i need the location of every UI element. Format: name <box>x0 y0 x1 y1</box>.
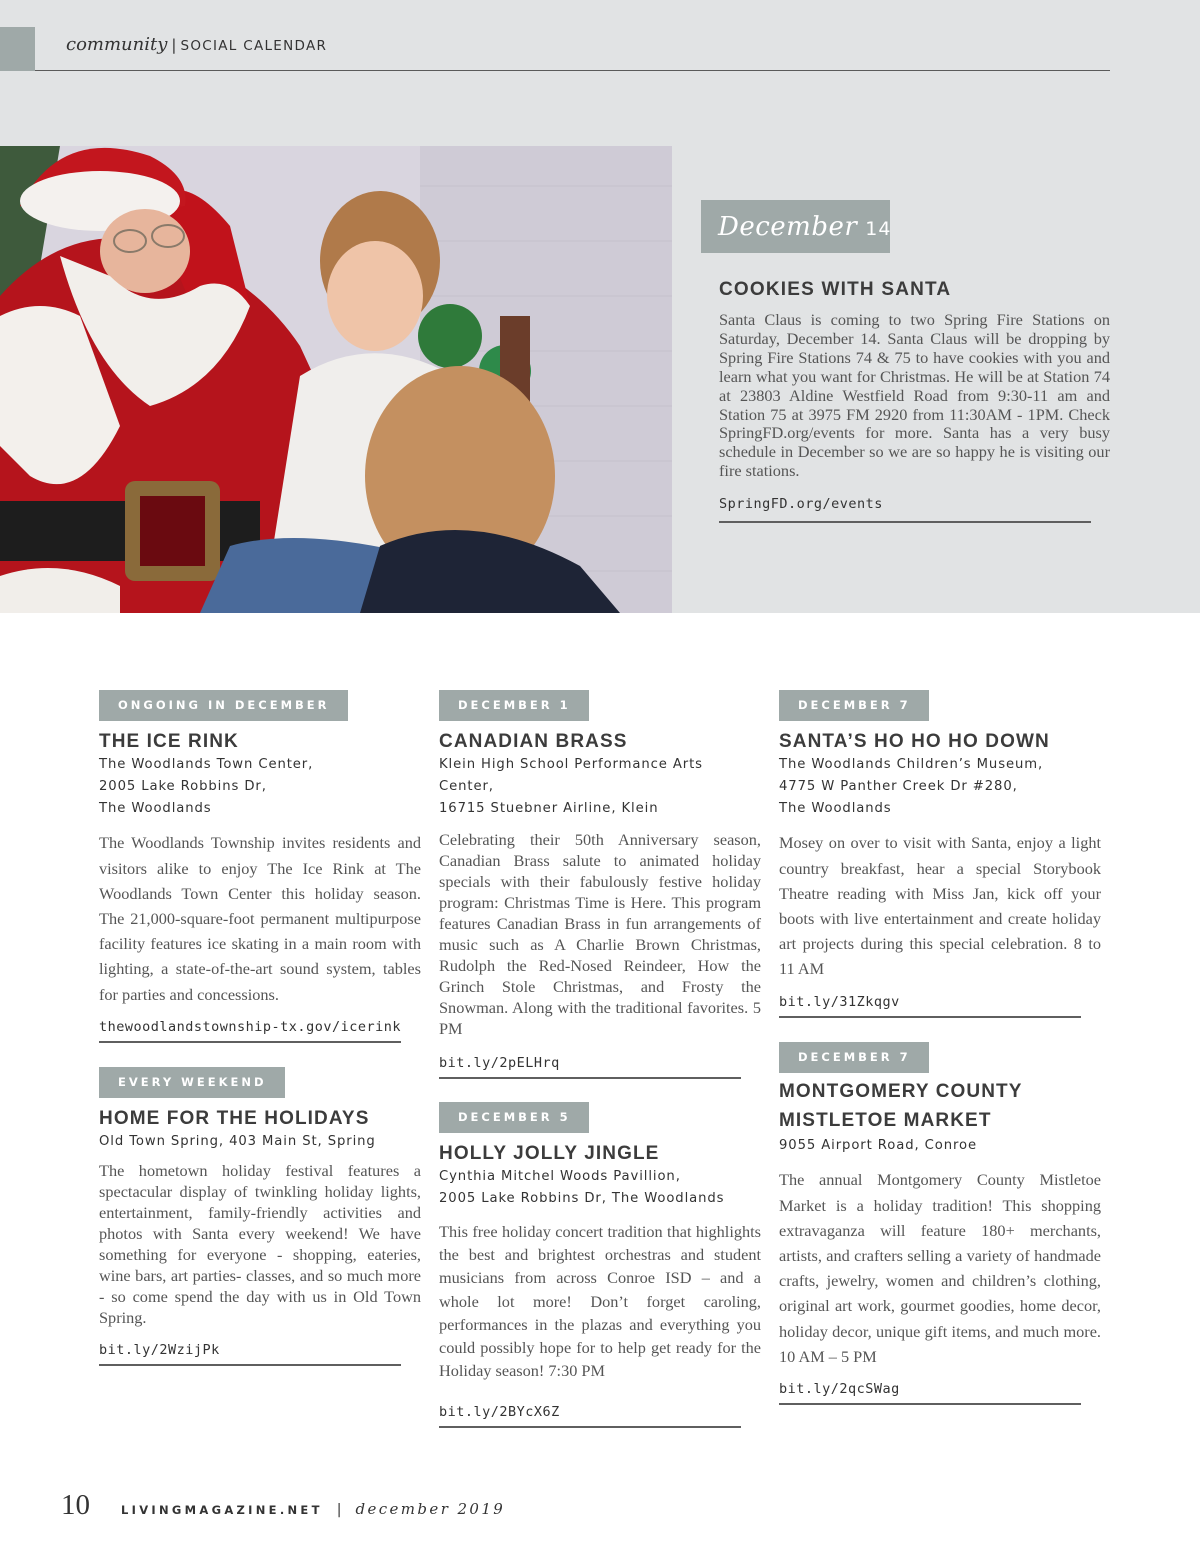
event-title: THE ICE RINK <box>99 731 239 752</box>
column-1 <box>99 690 421 1366</box>
event-location-line: The Woodlands Town Center, <box>99 757 314 772</box>
featured-date-day: 14 <box>865 217 892 240</box>
event-rule <box>99 1041 401 1043</box>
event-description: Celebrating their 50th Anniversary season, Canadian Brass salute to animated holiday specials with their fabulously festive holiday program: Christmas Time is Here. This program features Canadian Brass in fun arrangements of music such as A Charlie Brown Christmas, Rudolph the Red-Nosed Reindeer, How the Grinch Stole Christmas, and Frosty the Snowman. Along with the traditional favorites. 5 PM <box>439 830 761 1039</box>
footer-site: LIVINGMAGAZINE.NET <box>121 1503 323 1517</box>
event-description: The Woodlands Township invites residents and visitors alike to enjoy The Ice Rink at The Woodlands Town Center this holiday season. The 21,000-square-foot permanent multipurpose facility features ice skating in a main room with lighting, a state-of-the-art sound system, tables for parties and concessions. <box>99 833 421 1004</box>
footer-issue: december 2019 <box>355 1500 506 1518</box>
event-date-tag: EVERY WEEKEND <box>99 1067 285 1098</box>
event-mistletoe-market <box>779 1042 1101 1405</box>
section-italic: community <box>66 34 168 55</box>
event-location-line: 4775 W Panther Creek Dr #280, <box>779 778 1018 794</box>
event-link[interactable]: bit.ly/2WzijPk <box>99 1341 220 1358</box>
event-date-tag: ONGOING IN DECEMBER <box>99 690 348 721</box>
event-santas-ho-ho-ho-down <box>779 690 1101 1018</box>
event-location-line: Klein High School Performance Arts Center, <box>439 757 703 794</box>
event-location-line: The Woodlands <box>779 800 892 816</box>
column-3 <box>779 690 1101 1405</box>
event-description: The hometown holiday festival features a spectacular display of twinkling holiday lights, entertainment, family-friendly activities and photos with Santa every weekend! We have something for everyone - shopping, eateries, wine bars, art parties- classes, and so much more - so come spend the day with us in Old Town Spring. <box>99 1160 421 1327</box>
featured-description: Santa Claus is coming to two Spring Fire Stations on Saturday, December 14. Santa Claus will be dropping by Spring Fire Stations 74 & 75 to have cookies with you and learn what you want for Christmas. He will be at Station 74 at 23803 Aldine Westfield Road from 9:30-11 am and Station 75 at 3975 FM 2920 from 11:30AM - 1PM. Check SpringFD.org/events for more. Santa has a very busy schedule in December so we are so happy he is visiting our fire stations. <box>719 310 1110 481</box>
event-title-line: MONTGOMERY COUNTY <box>779 1080 1023 1102</box>
event-description: Mosey on over to visit with Santa, enjoy a light country breakfast, hear a special Storybook Theatre reading with Miss Jan, kick off your boots with live entertainment and create holiday art projects during this special celebration. 8 to 11 AM <box>779 833 1101 979</box>
event-canadian-brass <box>439 690 761 1079</box>
featured-link[interactable]: SpringFD.org/events <box>719 496 883 512</box>
featured-date-badge <box>701 200 890 253</box>
event-date-tag: DECEMBER 7 <box>779 1042 929 1073</box>
event-rule <box>439 1426 741 1428</box>
event-link[interactable]: bit.ly/2qcSWag <box>779 1381 900 1398</box>
event-date-tag: DECEMBER 5 <box>439 1102 589 1133</box>
event-title: HOME FOR THE HOLIDAYS <box>99 1107 370 1129</box>
event-link[interactable]: bit.ly/2BYcX6Z <box>439 1404 560 1421</box>
event-link[interactable]: thewoodlandstownship-tx.gov/icerink <box>99 1018 401 1035</box>
event-rule <box>439 1077 741 1079</box>
featured-rule <box>719 521 1091 523</box>
event-rule <box>779 1403 1081 1405</box>
header-separator: | <box>171 36 177 54</box>
event-location-line: The Woodlands Children’s Museum, <box>779 757 1044 772</box>
event-title: CANADIAN BRASS <box>439 731 628 752</box>
event-location-line: 2005 Lake Robbins Dr, <box>99 778 267 794</box>
event-holly-jolly-jingle <box>439 1102 761 1428</box>
event-location-line: Cynthia Mitchel Woods Pavillion, <box>439 1169 681 1185</box>
event-date-tag: DECEMBER 1 <box>439 690 589 721</box>
event-description: The annual Montgomery County Mistletoe Market is a holiday tradition! This shopping extravaganza will feature 180+ merchants, artists, and crafters selling a variety of handmade crafts, jewelry, women and children’s clothing, original art work, gourmet goodies, home decor, holiday decor, unique gift items, and much more. 10 AM – 5 PM <box>779 1170 1101 1366</box>
featured-title: COOKIES WITH SANTA <box>719 279 952 300</box>
event-location-line: The Woodlands <box>99 800 212 816</box>
event-rule <box>779 1016 1081 1018</box>
page-footer <box>61 1489 505 1522</box>
corner-tab <box>0 27 35 71</box>
event-date-tag: DECEMBER 7 <box>779 690 929 721</box>
event-location-line: Old Town Spring, 403 Main St, Spring <box>99 1133 376 1149</box>
event-home-for-holidays <box>99 1067 421 1366</box>
event-location-line: 16715 Stuebner Airline, Klein <box>439 800 659 816</box>
section-header <box>66 34 327 55</box>
event-description: This free holiday concert tradition that highlights the best and brightest orchestras and student musicians from across Conroe ISD – and a whole lot more! Don’t forget caroling, performances in the plazas and everything you could possibly hope for to help get ready for the Holiday season! 7:30 PM <box>439 1221 761 1381</box>
event-link[interactable]: bit.ly/31Zkqgv <box>779 993 900 1010</box>
header-rule <box>35 70 1110 71</box>
page-number: 10 <box>61 1489 90 1521</box>
column-2 <box>439 690 761 1428</box>
santa-photo <box>0 146 672 613</box>
event-title: SANTA’S HO HO HO DOWN <box>779 731 1050 752</box>
event-title: HOLLY JOLLY JINGLE <box>439 1143 660 1165</box>
section-title: SOCIAL CALENDAR <box>180 38 328 54</box>
event-ice-rink <box>99 690 421 1043</box>
event-location-line: 2005 Lake Robbins Dr, The Woodlands <box>439 1191 725 1207</box>
event-link[interactable]: bit.ly/2pELHrq <box>439 1055 560 1072</box>
footer-separator: | <box>336 1502 342 1518</box>
event-location-line: 9055 Airport Road, Conroe <box>779 1137 978 1153</box>
featured-date-month: December <box>718 211 858 242</box>
event-title-line: MISTLETOE MARKET <box>779 1109 992 1131</box>
event-rule <box>99 1364 401 1366</box>
